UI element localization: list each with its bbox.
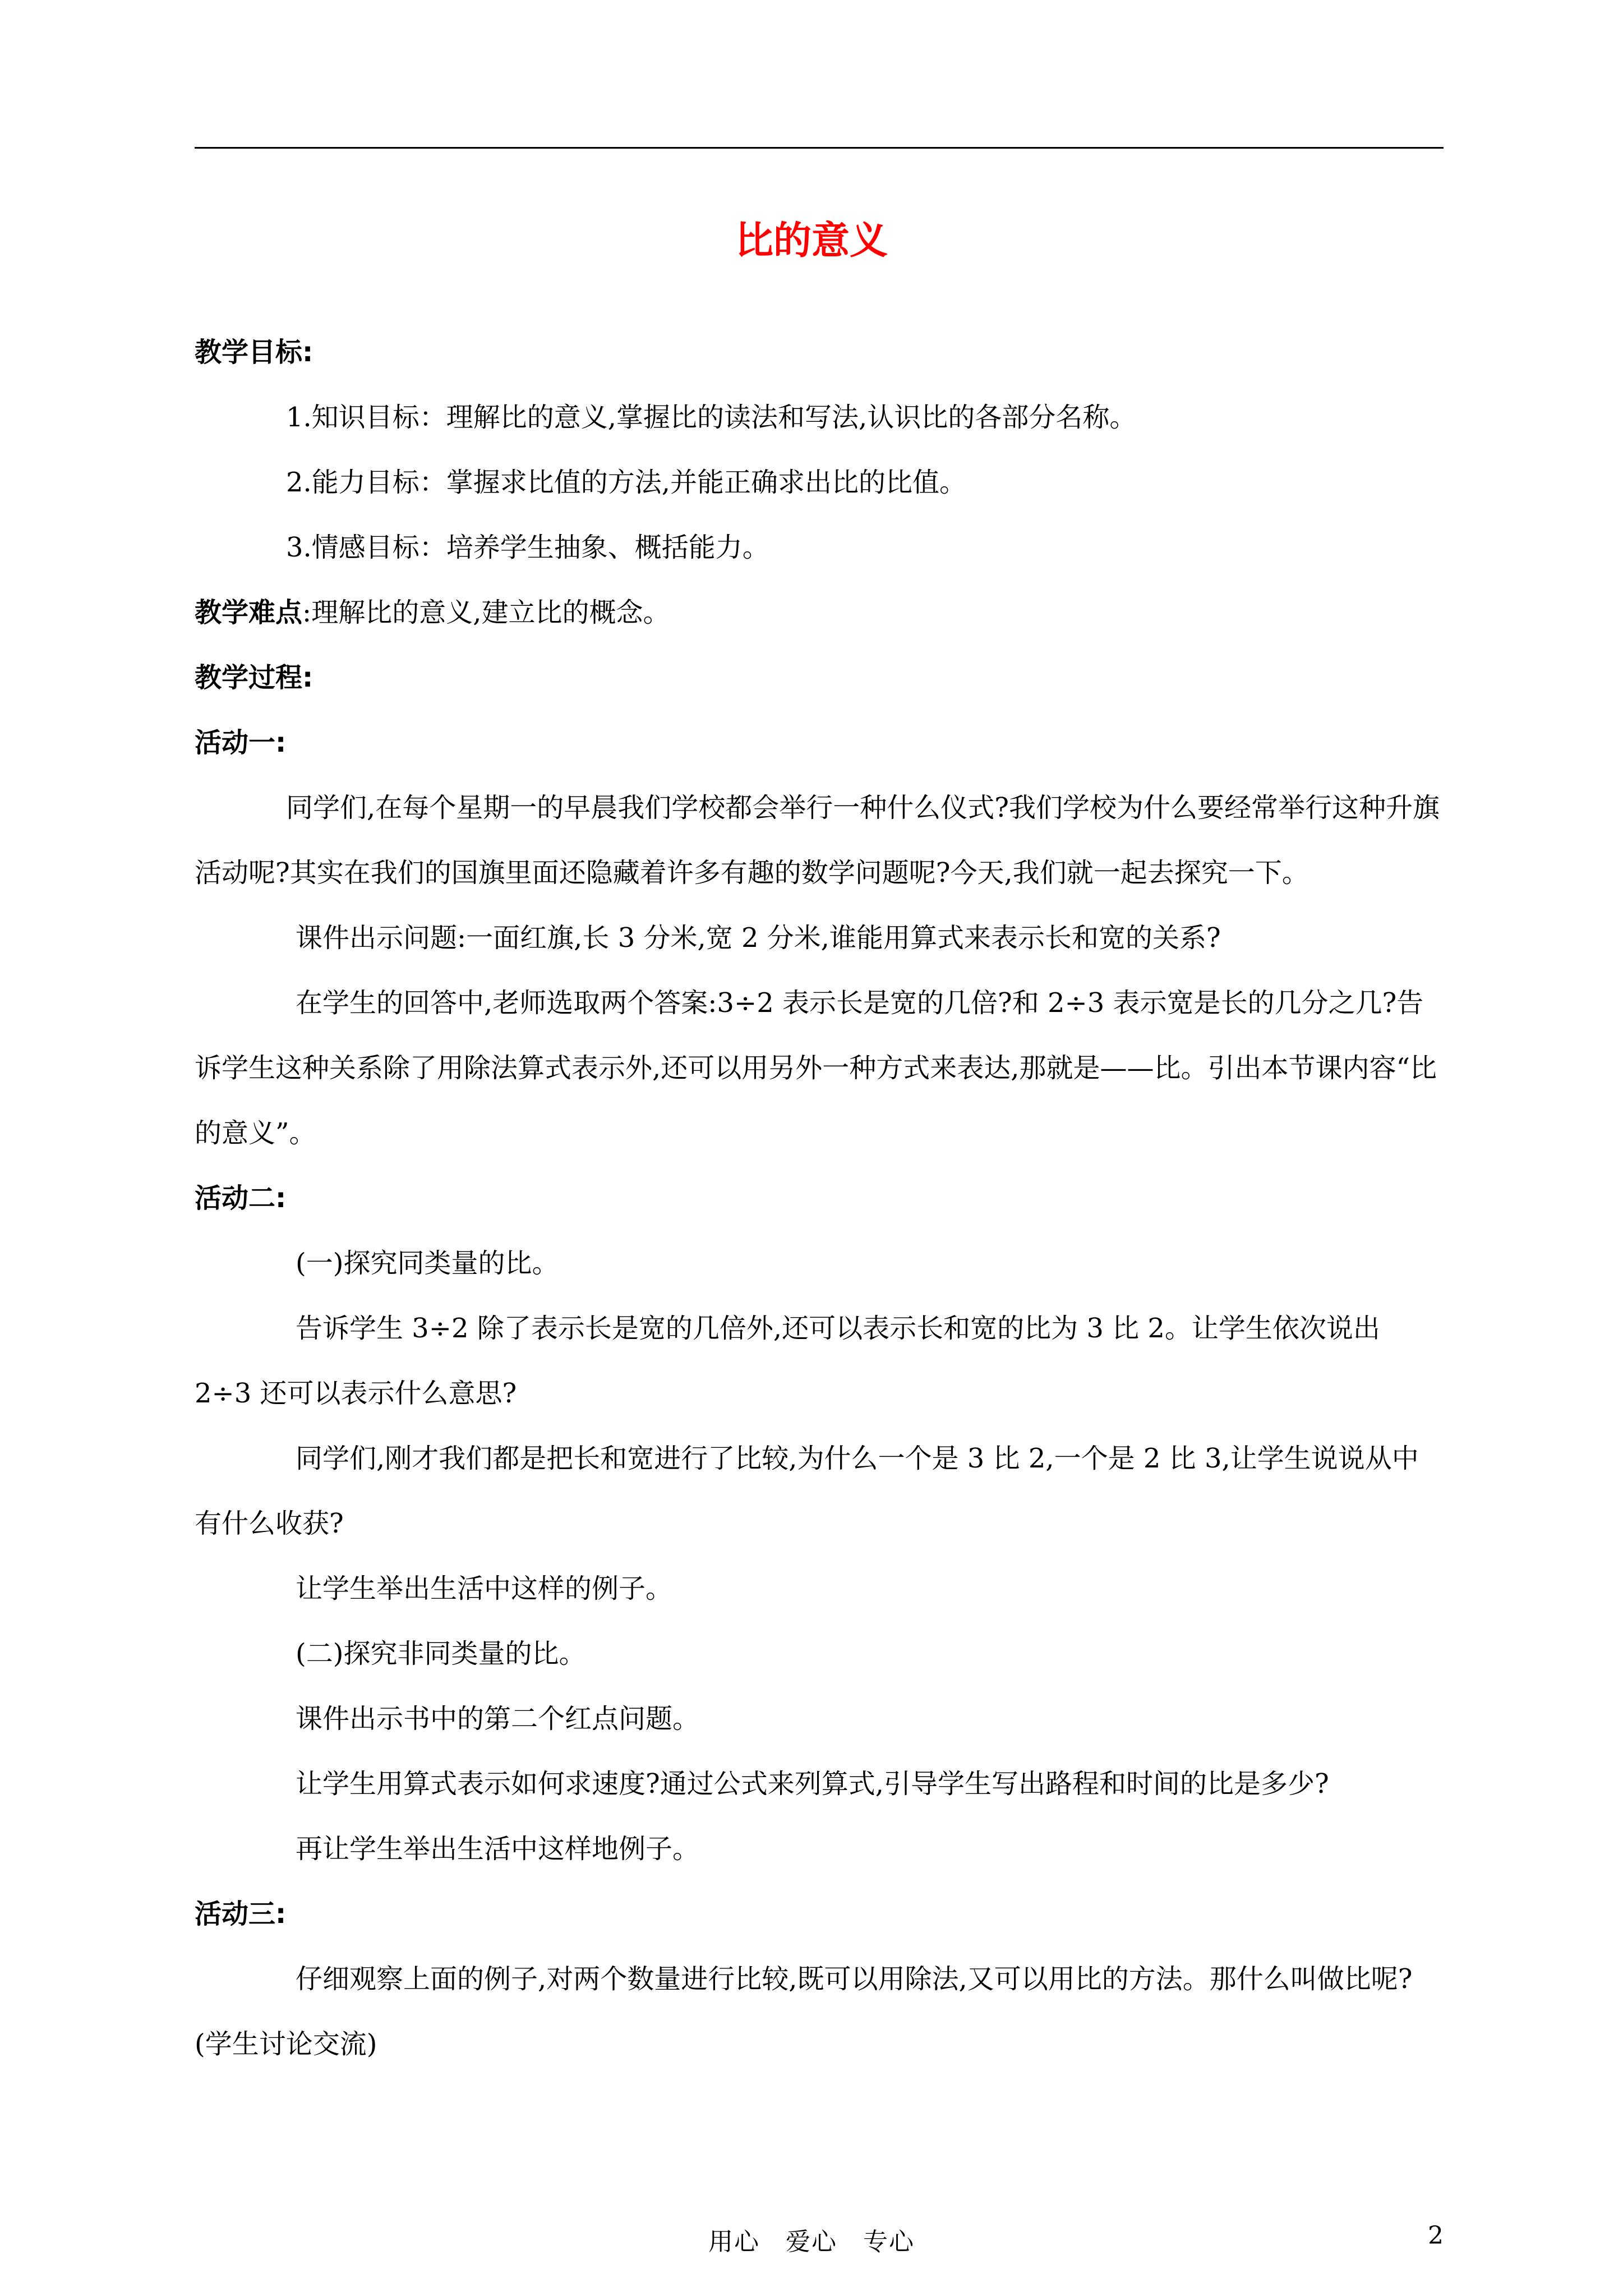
difficulty-label: 教学难点: [195, 597, 303, 628]
activity2-paragraph: 同学们,刚才我们都是把长和宽进行了比较,为什么一个是 3 比 2,一个是 2 比 3,让学生说说从中有什么收获?: [195, 1443, 1419, 1539]
page-number: 2: [1428, 2221, 1444, 2250]
activity2-subheading: (二)探究非同类量的比。: [296, 1638, 586, 1669]
document-body: [195, 320, 1444, 2077]
activity2-heading: 活动二:: [195, 1182, 287, 1214]
difficulty-line: [195, 580, 1444, 645]
objective-item: 2.能力目标：掌握求比值的方法,并能正确求出比的比值。: [286, 467, 967, 498]
activity3-paragraph: 仔细观察上面的例子,对两个数量进行比较,既可以用除法,又可以用比的方法。那什么叫做比呢?(学生讨论交流): [195, 1963, 1413, 2060]
activity2-paragraph: 告诉学生 3÷2 除了表示长是宽的几倍外,还可以表示长和宽的比为 3 比 2。让学生依次说出 2÷3 还可以表示什么意思?: [195, 1313, 1380, 1409]
activity2-paragraph: 再让学生举出生活中这样地例子。: [296, 1833, 700, 1865]
activity1-paragraph: 同学们,在每个星期一的早晨我们学校都会举行一种什么仪式?我们学校为什么要经常举行这种升旗活动呢?其实在我们的国旗里面还隐藏着许多有趣的数学问题呢?今天,我们就一起去探究一下。: [195, 792, 1440, 889]
header-rule: [195, 147, 1444, 149]
activity2-subheading: (一)探究同类量的比。: [296, 1248, 559, 1279]
objective-item: 1.知识目标：理解比的意义,掌握比的读法和写法,认识比的各部分名称。: [286, 402, 1137, 433]
footer-slogan: 用心 爱心 专心: [708, 2228, 915, 2256]
activity3-heading: 活动三:: [195, 1898, 287, 1930]
objectives-heading: 教学目标:: [195, 337, 313, 368]
activity2-paragraph: 让学生用算式表示如何求速度?通过公式来列算式,引导学生写出路程和时间的比是多少?: [296, 1768, 1329, 1800]
objective-item: 3.情感目标：培养学生抽象、概括能力。: [286, 532, 769, 563]
difficulty-text: :理解比的意义,建立比的概念。: [302, 597, 670, 628]
activity1-paragraph: 在学生的回答中,老师选取两个答案:3÷2 表示长是宽的几倍?和 2÷3 表示宽是长的几分之几?告诉学生这种关系除了用除法算式表示外,还可以用另外一种方式来表达,那就是——比。引出本节课内容“比的意义”。: [195, 987, 1437, 1149]
process-heading: 教学过程:: [195, 662, 313, 693]
activity2-paragraph: 课件出示书中的第二个红点问题。: [296, 1703, 700, 1734]
page-title: 比的意义: [735, 219, 888, 263]
activity2-paragraph: 让学生举出生活中这样的例子。: [296, 1573, 673, 1604]
activity1-paragraph: 课件出示问题:一面红旗,长 3 分米,宽 2 分米,谁能用算式来表示长和宽的关系?: [296, 922, 1221, 954]
activity1-heading: 活动一:: [195, 727, 287, 758]
